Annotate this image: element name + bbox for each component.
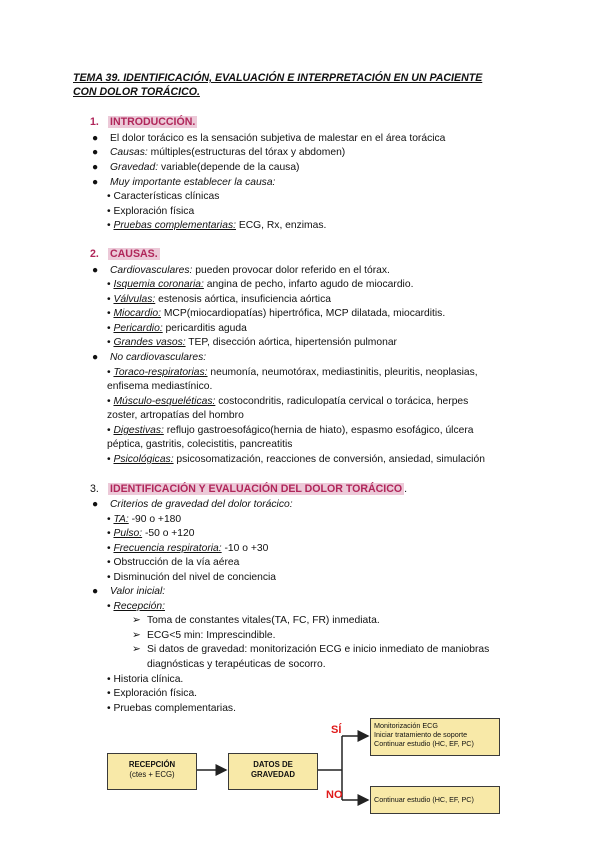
arrow-item-text: ECG<5 min: Imprescindible. [147,630,276,641]
title-line-1: TEMA 39. IDENTIFICACIÓN, EVALUACIÓN E INTERPRETACIÓN EN UN PACIENTE [73,72,483,84]
section-3-heading: 3. IDENTIFICACIÓN Y EVALUACIÓN DEL DOLOR TORÁCICO . [90,483,408,495]
no-outcome-box [370,786,500,814]
list-item-text: Valor inicial: [110,586,166,597]
section-title: CAUSAS. [110,248,158,260]
list-item-text: Gravedad: variable(depende de la causa) [110,162,300,173]
sub-list-item: • Psicológicas: psicosomatización, reacciones de conversión, ansiedad, simulación [107,454,485,465]
arrow-item-text: Toma de constantes vitales(TA, FC, FR) inmediata. [147,615,380,626]
list-item: ● [92,147,99,158]
list-item-text: Muy importante establecer la causa: [110,177,276,188]
list-item: ● [92,586,99,597]
sub-list-item: • Disminución del nivel de conciencia [107,572,277,583]
datos-line-1: DATOS DE [253,760,293,769]
arrow-icon: ➢ [132,644,141,655]
arrow-icon: ➢ [132,630,141,641]
list-item: ● [92,162,99,173]
sub-list-item: • Isquemia coronaria: angina de pecho, infarto agudo de miocardio. [107,279,414,290]
recepcion-line-1: RECEPCIÓN [128,760,176,769]
section-number: 2. [90,248,99,260]
sub-list-item: • Grandes vasos: TEP, disección aórtica, hipertensión pulmonar [107,337,397,348]
sub-list-item: • Características clínicas [107,191,220,202]
list-item: ● [92,352,99,363]
sub-list-item-cont: péptica, gastritis, colecistitis, pancreatitis [107,439,293,450]
list-item-text: Cardiovasculares: pueden provocar dolor referido en el tórax. [110,265,390,276]
no-label: NO [326,789,343,801]
sub-list-item: • Miocardio: MCP(miocardiopatías) hipertrófica, MCP dilatada, miocarditis. [107,308,446,319]
sub-list-item: • Exploración física. [107,688,198,699]
sub-list-item: • Válvulas: estenosis aórtica, insuficiencia aórtica [107,294,331,305]
sub-list-item: • Pulso: -50 o +120 [107,528,195,539]
list-item-text: El dolor torácico es la sensación subjetiva de malestar en el área torácica [110,133,446,144]
sub-list-item: • Exploración física [107,206,195,217]
sub-list-item: • Pruebas complementarias: ECG, Rx, enzimas. [107,220,327,231]
si-label: SÍ [331,724,342,736]
sub-list-item: • Frecuencia respiratoria: -10 o +30 [107,543,269,554]
section-number: 3. [90,483,99,495]
datos-gravedad-box [228,753,318,790]
section-title: INTRODUCCIÓN. [110,116,196,128]
sub-list-item: • Digestivas: reflujo gastroesofágico(hernia de hiato), espasmo esofágico, úlcera [107,425,474,436]
list-item: ● [92,133,99,144]
sub-list-item: • TA: -90 o +180 [107,514,182,525]
sub-list-item-cont: enfisema mediastínico. [107,381,213,392]
sub-list-item: • Recepción: [107,601,165,612]
list-item: ● [92,265,99,276]
sub-list-item: • Pruebas complementarias. [107,703,236,714]
list-item: ● [92,499,99,510]
si-item: Iniciar tratamiento de soporte [374,730,468,740]
sub-list-item-cont: zoster, artropatías del hombro [107,410,244,421]
sub-list-item: • Pericardio: pericarditis aguda [107,323,247,334]
si-item: Continuar estudio (HC, EF, PC) [374,739,474,749]
arrow-icon: ➢ [132,615,141,626]
arrow-item-text: Si datos de gravedad: monitorización ECG e inicio inmediato de maniobras [147,644,490,655]
sub-list-item: • Obstrucción de la vía aérea [107,557,240,568]
no-item: Continuar estudio (HC, EF, PC) [374,795,474,804]
section-number: 1. [90,116,99,128]
si-item: Monitorización ECG [374,721,438,730]
section-title: IDENTIFICACIÓN Y EVALUACIÓN DEL DOLOR TORÁCICO [110,483,403,495]
recepcion-box [107,753,197,790]
sub-list-item: • Toraco-respiratorias: neumonía, neumotórax, mediastinitis, pleuritis, neoplasias, [107,367,478,378]
list-item-text: Causas: múltiples(estructuras del tórax y abdomen) [110,147,346,158]
list-item: ● [92,177,99,188]
datos-line-2: GRAVEDAD [250,770,296,779]
si-outcome-box [370,718,500,756]
sub-list-item: • Músculo-esqueléticas: costocondritis, radiculopatía cervical o torácica, herpes [107,396,469,407]
title-line-2: CON DOLOR TORÁCICO. [73,86,200,98]
recepcion-line-2: (ctes + ECG) [129,770,175,779]
list-item-text: Criterios de gravedad del dolor torácico: [110,499,293,510]
sub-list-item: • Historia clínica. [107,674,184,685]
arrow-item-cont: diagnósticas y terapéuticas de socorro. [147,659,326,670]
list-item-text: No cardiovasculares: [110,352,207,363]
